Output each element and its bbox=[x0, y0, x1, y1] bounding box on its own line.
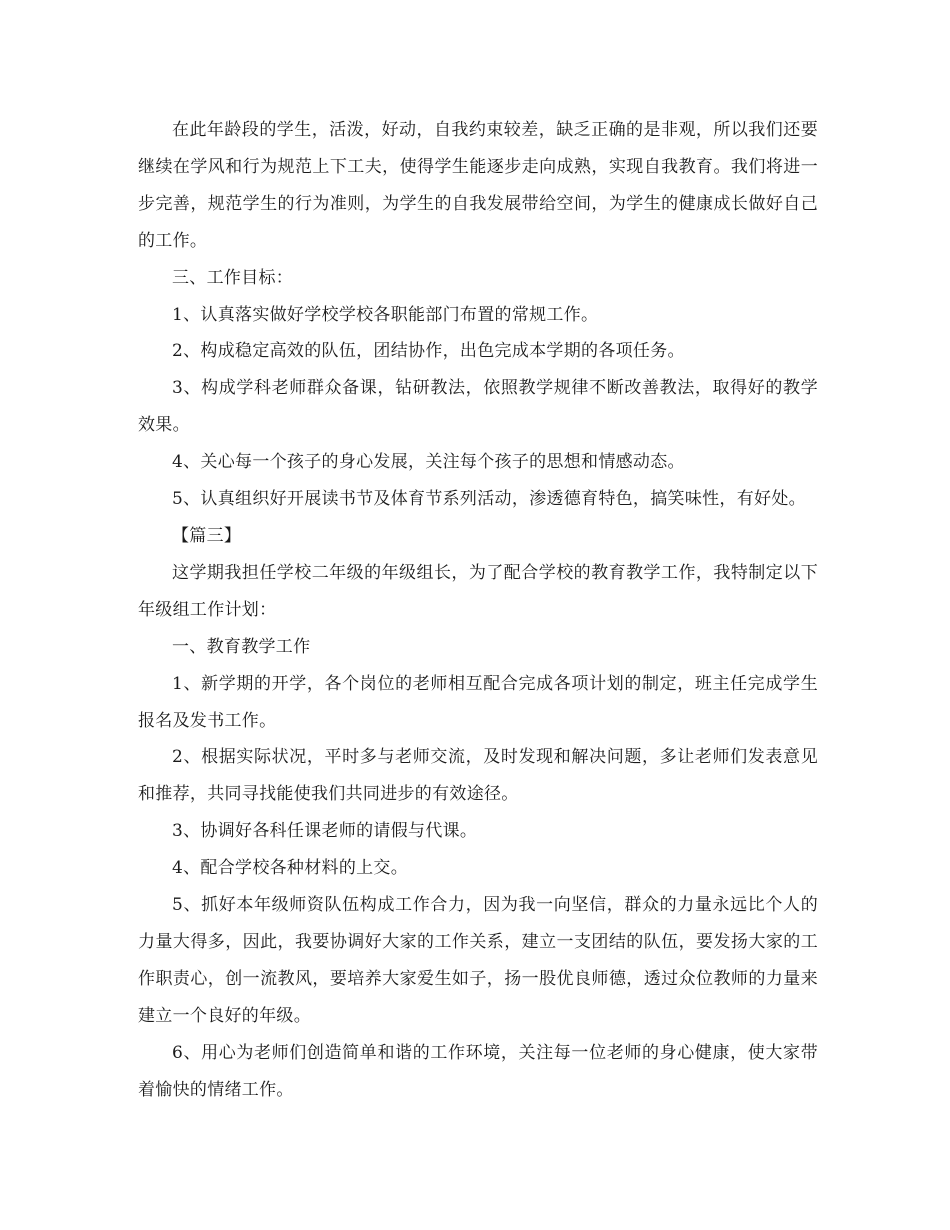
goal-item-1: 1、认真落实做好学校学校各职能部门布置的常规工作。 bbox=[172, 304, 599, 325]
goal-item-3: 3、构成学科老师群众备课，钻研教法，依照教学规律不断改善教法，取得好的教学效果。 bbox=[138, 378, 818, 436]
teaching-item-5: 5、抓好本年级师资队伍构成工作合力，因为我一向坚信，群众的力量永远比个人的力量大得多，因此，我要协调好大家的工作关系，建立一支团结的队伍，要发扬大家的工作职责心，创一流教风，要培养大家爱生如子，扬一股优良师德，透过众位教师的力量来建立一个良好的年级。 bbox=[138, 895, 818, 1026]
heading-work-goals: 三、工作目标： bbox=[172, 267, 294, 288]
heading-teaching-work: 一、教育教学工作 bbox=[172, 636, 311, 657]
goal-item-4: 4、关心每一个孩子的身心发展，关注每个孩子的思想和情感动态。 bbox=[172, 452, 685, 473]
teaching-item-6: 6、用心为老师们创造简单和谐的工作环境，关注每一位老师的身心健康，使大家带着愉快的情绪工作。 bbox=[138, 1042, 818, 1100]
paragraph-intro-part-three: 这学期我担任学校二年级的年级组长，为了配合学校的教育教学工作，我特制定以下年级组工作计划： bbox=[138, 562, 818, 620]
teaching-item-4: 4、配合学校各种材料的上交。 bbox=[172, 858, 409, 879]
section-title-part-three: 【篇三】 bbox=[172, 525, 242, 546]
teaching-item-1: 1、新学期的开学，各个岗位的老师相互配合完成各项计划的制定，班主任完成学生报名及发书工作。 bbox=[138, 673, 818, 731]
goal-item-5: 5、认真组织好开展读书节及体育节系列活动，渗透德育特色，搞笑味性，有好处。 bbox=[172, 489, 806, 510]
teaching-item-2: 2、根据实际状况，平时多与老师交流，及时发现和解决问题，多让老师们发表意见和推荐，共同寻找能使我们共同进步的有效途径。 bbox=[138, 747, 818, 805]
document-page bbox=[138, 112, 818, 1108]
paragraph-student-behavior: 在此年龄段的学生，活泼，好动，自我约束较差，缺乏正确的是非观，所以我们还要继续在学风和行为规范上下工夫，使得学生能逐步走向成熟，实现自我教育。我们将进一步完善，规范学生的行为准则，为学生的自我发展带给空间，为学生的健康成长做好自己的工作。 bbox=[138, 120, 818, 251]
teaching-item-3: 3、协调好各科任课老师的请假与代课。 bbox=[172, 821, 478, 842]
goal-item-2: 2、构成稳定高效的队伍，团结协作，出色完成本学期的各项任务。 bbox=[172, 341, 685, 362]
